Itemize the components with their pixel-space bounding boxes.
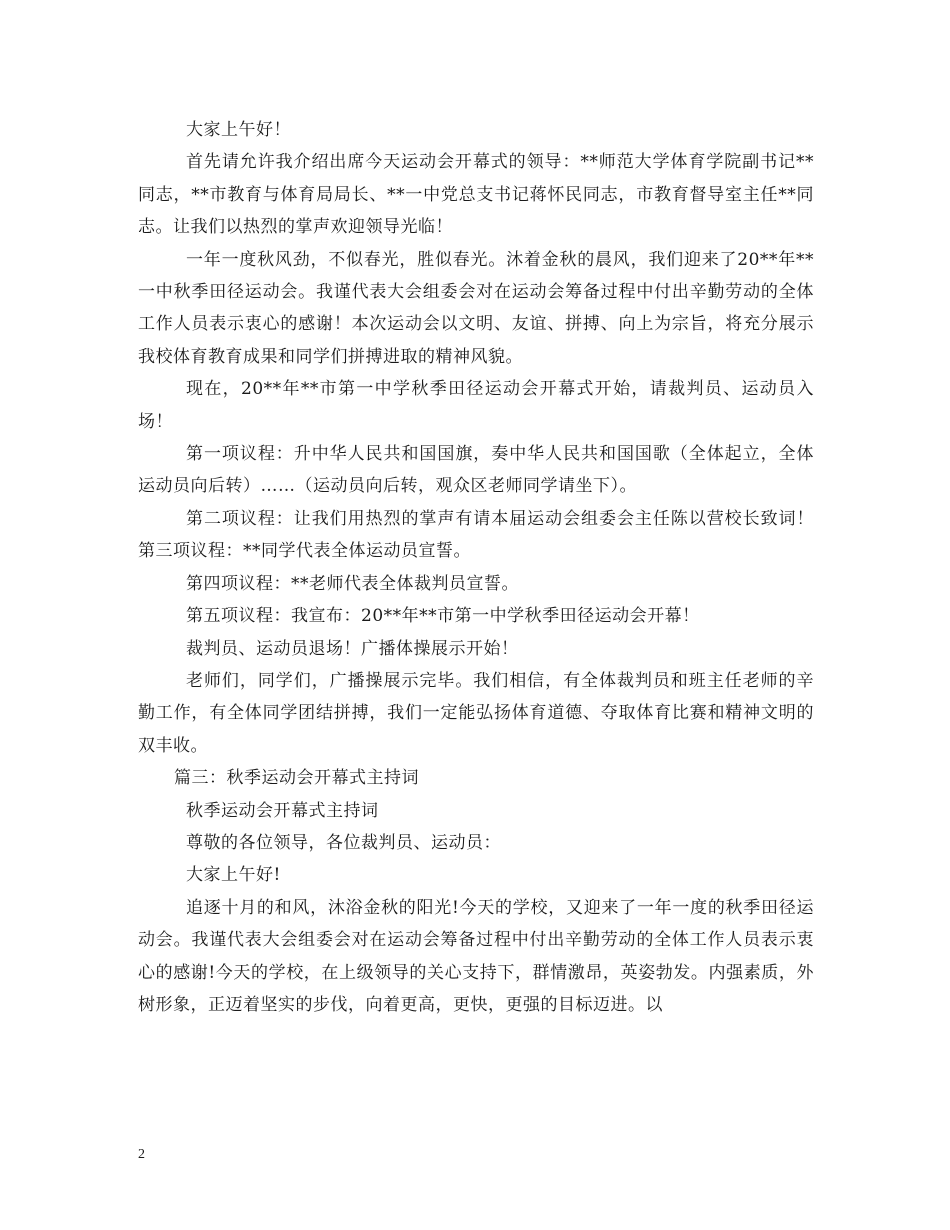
- agenda-item-5-paragraph: 第五项议程：我宣布：20**年**市第一中学秋季田径运动会开幕！: [186, 606, 700, 627]
- autumn-intro-paragraph: 追逐十月的和风，沐浴金秋的阳光!今天的学校，又迎来了一年一度的秋季田径运动会。我谨代表大会组委会对在运动会筹备过程中付出辛勤劳动的全体工作人员表示衷心的感谢!今天的学校，在上级领导的关心支持下，群情激昂，英姿勃发。内强素质，外树形象，正迈着坚实的步伐，向着更高，更快，更强的目标迈进。以: [138, 897, 814, 1015]
- ceremony-start-paragraph: 现在，20**年**市第一中学秋季田径运动会开幕式开始，请裁判员、运动员入场！: [138, 379, 814, 432]
- salutation-paragraph: 尊敬的各位领导，各位裁判员、运动员：: [186, 832, 501, 853]
- exit-announcement-paragraph: 裁判员、运动员退场！广播体操展示开始！: [186, 638, 519, 659]
- page-number: 2: [138, 1147, 145, 1162]
- leaders-introduction-paragraph: 首先请允许我介绍出席今天运动会开幕式的领导：**师范大学体育学院副书记**同志，**市教育与体育局局长、**一中党总支书记蒋怀民同志，市教育督导室主任**同志。让我们以热烈的掌声欢迎领导光临！: [138, 152, 814, 238]
- greeting-paragraph-2: 大家上午好!: [186, 865, 281, 886]
- opening-remarks-paragraph: 一年一度秋风劲，不似春光，胜似春光。沐着金秋的晨风，我们迎来了20**年**一中秋季田径运动会。我谨代表大会组委会对在运动会筹备过程中付出辛勤劳动的全体工作人员表示衷心的感谢！本次运动会以文明、友谊、拼搏、向上为宗旨，将充分展示我校体育教育成果和同学们拼搏进取的精神风貌。: [138, 249, 814, 367]
- agenda-item-2-3-paragraph: 第二项议程：让我们用热烈的掌声有请本届运动会组委会主任陈以营校长致词！ 第三项议程：**同学代表全体运动员宣誓。: [138, 508, 814, 562]
- section-heading: 篇三：秋季运动会开幕式主持词: [174, 768, 419, 789]
- greeting-paragraph: 大家上午好！: [186, 120, 291, 140]
- agenda-item-1-paragraph: 第一项议程：升中华人民共和国国旗，奏中华人民共和国国歌（全体起立，全体运动员向后转）……（运动员向后转，观众区老师同学请坐下）。: [138, 444, 814, 497]
- document-body: [138, 114, 814, 1021]
- agenda-item-4-paragraph: 第四项议程：**老师代表全体裁判员宣誓。: [186, 573, 519, 594]
- section-title: 秋季运动会开幕式主持词: [186, 800, 379, 821]
- closing-paragraph: 老师们，同学们，广播操展示完毕。我们相信，有全体裁判员和班主任老师的辛勤工作，有全体同学团结拼搏，我们一定能弘扬体育道德、夺取体育比赛和精神文明的双丰收。: [138, 670, 814, 756]
